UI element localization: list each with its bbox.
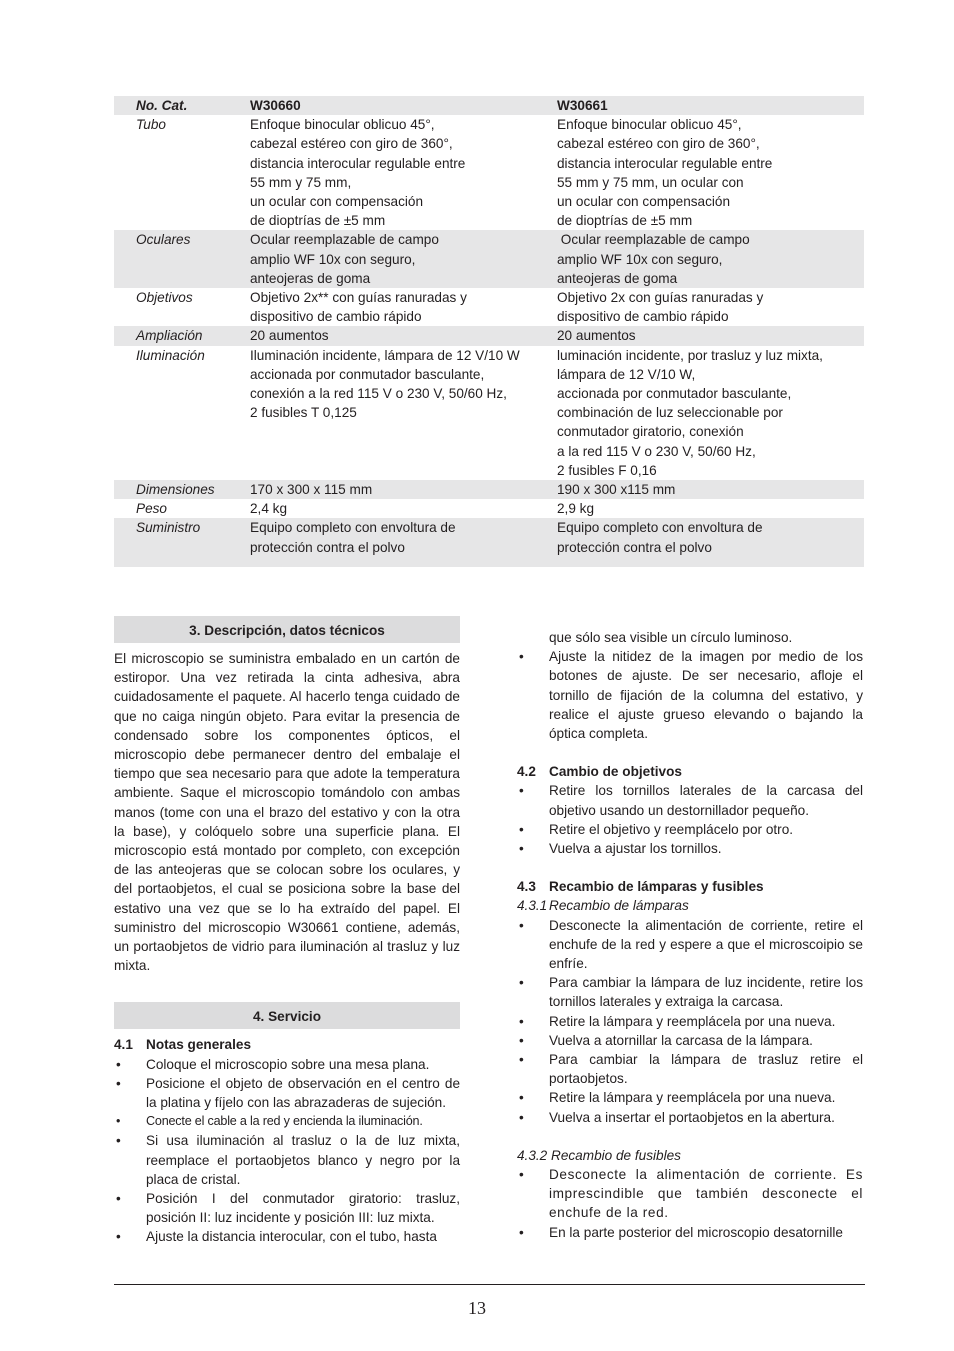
fuses-list xyxy=(517,1165,863,1242)
line: Enfoque binocular oblicuo 45°, xyxy=(250,117,435,133)
spec-value-w30661 xyxy=(557,326,864,345)
spec-value-w30661 xyxy=(557,518,864,566)
spec-value-w30661 xyxy=(557,115,864,230)
spec-value-w30660 xyxy=(250,288,557,326)
subsection-number: 4.2 xyxy=(517,764,536,780)
left-column xyxy=(114,616,460,1247)
line: Ocular reemplazable de campo xyxy=(250,232,439,248)
spec-label: Ampliación xyxy=(114,326,250,345)
section-title-service: 4. Servicio xyxy=(114,1002,460,1029)
line: Equipo completo con envoltura de xyxy=(557,520,763,536)
line: Iluminación incidente, lámpara de 12 V/10 W xyxy=(250,347,520,363)
subsection-heading-4-1 xyxy=(114,1035,460,1054)
line: Equipo completo con envoltura de xyxy=(250,520,456,536)
list-item: • Conecte el cable a la red y encienda la iluminación. xyxy=(114,1112,460,1131)
line: 20 aumentos xyxy=(557,328,636,344)
subsection-number: 4.3 xyxy=(517,879,536,895)
line: anteojeras de goma xyxy=(557,270,678,286)
line: anteojeras de goma xyxy=(250,270,371,286)
list-item: • Retire el objetivo y reemplácelo por otro. xyxy=(517,820,863,839)
line: 2,9 kg xyxy=(557,501,595,517)
notes-list xyxy=(114,1055,460,1247)
subsubsection-number: 4.3.1 xyxy=(517,898,548,914)
line: 55 mm y 75 mm, un ocular con xyxy=(557,174,744,190)
spec-value-w30661 xyxy=(557,480,864,499)
list-item: • En la parte posterior del microscopio desatornille xyxy=(517,1223,863,1242)
right-column xyxy=(517,628,863,1242)
subsection-title: Cambio de objetivos xyxy=(549,764,682,780)
line: a la red 115 V o 230 V, 50/60 Hz, xyxy=(557,443,756,459)
list-item: • Vuelva a atornillar la carcasa de la lámpara. xyxy=(517,1031,863,1050)
spec-value-w30661 xyxy=(557,346,864,480)
spec-value-w30660 xyxy=(250,518,557,566)
line: protección contra el polvo xyxy=(250,539,405,555)
spec-label: Oculares xyxy=(114,230,250,288)
line: dispositivo de cambio rápido xyxy=(250,309,422,325)
page-number: 13 xyxy=(468,1298,486,1318)
spec-value-w30660 xyxy=(250,326,557,345)
line: 190 x 300 x115 mm xyxy=(557,482,676,498)
list-item: • Retire la lámpara y reemplácela por una nueva. xyxy=(517,1088,863,1107)
subsection-title: Notas generales xyxy=(146,1037,252,1053)
spec-value-w30660 xyxy=(250,346,557,480)
subsubsection-heading-4-3-2: 4.3.2 Recambio de fusibles xyxy=(517,1147,681,1163)
spec-value-w30660 xyxy=(250,499,557,518)
list-item: • Ajuste la distancia interocular, con el tubo, hasta xyxy=(114,1227,460,1246)
spec-row-dimensiones xyxy=(114,480,864,499)
lamps-list xyxy=(517,916,863,1127)
line: conmutador giratorio, conexión xyxy=(557,424,744,440)
spec-row-objetivos xyxy=(114,288,864,326)
list-item: • Retire la lámpara y reemplácela por una nueva. xyxy=(517,1012,863,1031)
line: distancia interocular regulable entre xyxy=(250,155,466,171)
line: 170 x 300 x 115 mm xyxy=(250,482,373,498)
description-paragraph: El microscopio se suministra embalado en un cartón de estiropor. Una vez retirada la cinta adhesiva, abra cuidadosamente el paquete. Al hacerlo tenga cuidado de que no caiga ningún objeto. Para evitar la presencia de condensado sobre los componentes ópticos, el microscopio debe permanecer dentro del embalaje el tiempo que sea necesario para que adote la temperatura ambiente. Saque el microscopio tomándolo con ambas manos (tome con una el brazo del estativo y con la otra la base), y colóquelo sobre una superficie plana. El microscopio está montado por completo, con excepción de las anteojeras que se colocan sobre los oculares, y del portaobjetos, el cual se posiciona sobre la base del estativo una vez que se lo ha extraído del papel. El suministro del microscopio W30661 contiene, además, un portaobjetos de vidrio para iluminación al trasluz y luz mixta. xyxy=(114,651,460,974)
list-item: • Posicione el objeto de observación en el centro de la platina y fíjelo con las abrazaderas de sujeción. xyxy=(114,1074,460,1112)
subsubsection-heading-4-3-1 xyxy=(517,896,863,915)
spec-value-w30661 xyxy=(557,230,864,288)
list-item: • Coloque el microscopio sobre una mesa plana. xyxy=(114,1055,460,1074)
line: dispositivo de cambio rápido xyxy=(557,309,729,325)
line: protección contra el polvo xyxy=(557,539,712,555)
subsection-title: Recambio de lámparas y fusibles xyxy=(549,879,764,895)
subsection-number: 4.1 xyxy=(114,1037,133,1053)
line: amplio WF 10x con seguro, xyxy=(557,251,723,267)
list-item: • Retire los tornillos laterales de la carcasa del objetivo usando un destornillador pequeño. xyxy=(517,781,863,819)
spec-label: Peso xyxy=(136,501,167,517)
spec-row-tubo xyxy=(114,115,864,230)
list-item: • Para cambiar la lámpara de trasluz retire el portaobjetos. xyxy=(517,1050,863,1088)
footer-rule xyxy=(114,1284,865,1285)
notes-list-continued xyxy=(517,628,863,743)
line: cabezal estéreo con giro de 360°, xyxy=(557,136,760,152)
line: 2 fusibles F 0,16 xyxy=(557,462,657,478)
spec-row-peso xyxy=(114,499,864,518)
subsubsection-title: Recambio de lámparas xyxy=(549,898,689,914)
subsection-heading-4-2 xyxy=(517,762,863,781)
spec-label: Objetivos xyxy=(136,290,193,306)
spec-label: Dimensiones xyxy=(114,480,250,499)
spec-value-w30661 xyxy=(557,499,864,518)
list-item: • Vuelva a insertar el portaobjetos en la abertura. xyxy=(517,1108,863,1127)
spec-value-w30661 xyxy=(557,288,864,326)
line: combinación de luz seleccionable por xyxy=(557,405,783,421)
list-item: • Desconecte la alimentación de corriente, retire el enchufe de la red y espere a que el microscoipio se enfríe. xyxy=(517,916,863,974)
list-item: • Posición I del conmutador giratorio: trasluz, posición II: luz incidente y posición III: luz mixta. xyxy=(114,1189,460,1227)
line: Ocular reemplazable de campo xyxy=(557,232,750,248)
line: 2,4 kg xyxy=(250,501,288,517)
list-item: • Para cambiar la lámpara de luz incidente, retire los tornillos laterales y extraiga la carcasa. xyxy=(517,973,863,1011)
spec-row-iluminacion xyxy=(114,346,864,480)
line: 55 mm y 75 mm, xyxy=(250,174,352,190)
line: conexión a la red 115 V o 230 V, 50/60 Hz, xyxy=(250,386,507,402)
subsection-heading-4-3 xyxy=(517,877,863,896)
line: 20 aumentos xyxy=(250,328,329,344)
line: Enfoque binocular oblicuo 45°, xyxy=(557,117,742,133)
spec-header-row xyxy=(114,96,864,115)
line: luminación incidente, por trasluz y luz mixta, xyxy=(557,347,823,363)
line: cabezal estéreo con giro de 360°, xyxy=(250,136,453,152)
spec-label: Iluminación xyxy=(136,347,205,363)
list-item: • Si usa iluminación al trasluz o la de luz mixta, reemplace el portaobjetos blanco y negro por la placa de cristal. xyxy=(114,1131,460,1189)
spec-value-w30660 xyxy=(250,480,557,499)
spec-row-oculares xyxy=(114,230,864,288)
spec-row-ampliacion xyxy=(114,326,864,345)
spec-value-w30660: W30660 xyxy=(250,96,557,115)
list-item: • Desconecte la alimentación de corriente. Es imprescindible que también desconecte el enchufe de la red. xyxy=(517,1165,863,1223)
list-item: • Vuelva a ajustar los tornillos. xyxy=(517,839,863,858)
line: de dioptrías de ±5 mm xyxy=(557,213,693,229)
spec-value-w30660 xyxy=(250,115,557,230)
line: un ocular con compensación xyxy=(557,194,731,210)
spec-table xyxy=(114,96,864,567)
line: accionada por conmutador basculante, xyxy=(250,366,485,382)
list-item: • Ajuste la nitidez de la imagen por medio de los botones de ajuste. De ser necesario, afloje el tornillo de fijación de la columna del estativo, y realice el ajuste grueso elevando o bajando la óptica completa. xyxy=(517,647,863,743)
spec-label: Suministro xyxy=(114,518,250,566)
section-title-description: 3. Descripción, datos técnicos xyxy=(114,616,460,643)
spec-label: No. Cat. xyxy=(114,96,250,115)
spec-value-w30660 xyxy=(250,230,557,288)
spec-row-suministro xyxy=(114,518,864,566)
line: Objetivo 2x** con guías ranuradas y xyxy=(250,290,467,306)
line: de dioptrías de ±5 mm xyxy=(250,213,386,229)
line: lámpara de 12 V/10 W, xyxy=(557,366,696,382)
line: Objetivo 2x con guías ranuradas y xyxy=(557,290,764,306)
line: 2 fusibles T 0,125 xyxy=(250,405,357,421)
list-item-continuation: que sólo sea visible un círculo luminoso. xyxy=(549,630,793,645)
line: distancia interocular regulable entre xyxy=(557,155,773,171)
objectives-list xyxy=(517,781,863,858)
line: amplio WF 10x con seguro, xyxy=(250,251,416,267)
line: un ocular con compensación xyxy=(250,194,424,210)
spec-value-w30661: W30661 xyxy=(557,96,864,115)
spec-label: Tubo xyxy=(136,117,166,133)
line: accionada por conmutador basculante, xyxy=(557,386,792,402)
